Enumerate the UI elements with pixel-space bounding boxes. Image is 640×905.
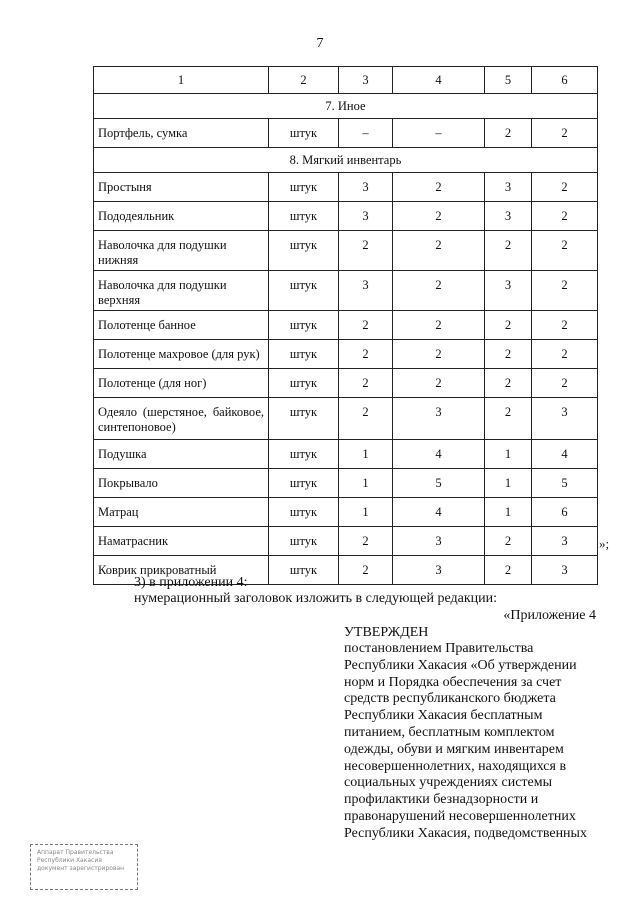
quantity-col-6-cell: 2	[532, 231, 598, 271]
quantity-col-5-cell: 2	[485, 527, 532, 556]
quantity-col-5-cell: 3	[485, 271, 532, 311]
quantity-col-4-cell: 5	[393, 469, 485, 498]
table-row	[94, 271, 598, 311]
unit-cell: штук	[269, 119, 339, 148]
item-name-cell: Коврик прикроватный	[94, 556, 269, 585]
item-name-cell: Простыня	[94, 173, 269, 202]
stamp-line: документ зарегистрирован	[37, 865, 125, 872]
amendment-item: 3) в приложении 4:	[134, 575, 248, 590]
quantity-col-6-cell: 2	[532, 202, 598, 231]
quantity-col-3-cell: 3	[339, 271, 393, 311]
quantity-col-3-cell: 1	[339, 498, 393, 527]
item-name-cell: Покрывало	[94, 469, 269, 498]
quantity-col-4-cell: 2	[393, 340, 485, 369]
unit-cell: штук	[269, 231, 339, 271]
header-col-6: 6	[532, 67, 598, 94]
unit-cell: штук	[269, 271, 339, 311]
quantity-col-6-cell: 2	[532, 119, 598, 148]
quantity-col-5-cell: 3	[485, 202, 532, 231]
table-row	[94, 202, 598, 231]
quantity-col-3-cell: 2	[339, 340, 393, 369]
item-name-cell: Портфель, сумка	[94, 119, 269, 148]
quantity-col-5-cell: 2	[485, 231, 532, 271]
registration-stamp	[30, 844, 138, 890]
quantity-col-3-cell: 2	[339, 311, 393, 340]
table-row	[94, 440, 598, 469]
quantity-col-4-cell: 2	[393, 369, 485, 398]
unit-cell: штук	[269, 340, 339, 369]
quantity-col-4-cell: 3	[393, 398, 485, 440]
norms-table	[93, 66, 598, 585]
section-7-title: 7. Иное	[94, 94, 598, 119]
quantity-col-3-cell: 2	[339, 398, 393, 440]
section-8-row	[94, 148, 598, 173]
unit-cell: штук	[269, 556, 339, 585]
item-name-cell: Матрац	[94, 498, 269, 527]
header-col-1: 1	[94, 67, 269, 94]
item-name-cell: Полотенце банное	[94, 311, 269, 340]
item-name-cell: Наволочка для подушки верхняя	[94, 271, 269, 311]
item-name-cell: Одеяло (шерстяное, байковое, синтепоновое)	[94, 398, 269, 440]
quantity-col-4-cell: 4	[393, 440, 485, 469]
approved-heading: УТВЕРЖДЕН	[344, 625, 429, 640]
quantity-col-4-cell: –	[393, 119, 485, 148]
stamp-line: Аппарат Правительства	[37, 849, 114, 856]
unit-cell: штук	[269, 311, 339, 340]
unit-cell: штук	[269, 202, 339, 231]
header-col-4: 4	[393, 67, 485, 94]
closing-quote-mark: »;	[599, 536, 610, 551]
quantity-col-3-cell: 1	[339, 469, 393, 498]
quantity-col-4-cell: 3	[393, 527, 485, 556]
unit-cell: штук	[269, 498, 339, 527]
quantity-col-6-cell: 3	[532, 398, 598, 440]
quantity-col-4-cell: 2	[393, 231, 485, 271]
header-col-2: 2	[269, 67, 339, 94]
quantity-col-4-cell: 2	[393, 202, 485, 231]
quantity-col-4-cell: 4	[393, 498, 485, 527]
header-col-5: 5	[485, 67, 532, 94]
item-name-cell: Наматрасник	[94, 527, 269, 556]
quantity-col-3-cell: –	[339, 119, 393, 148]
item-name-cell: Наволочка для подушки нижняя	[94, 231, 269, 271]
unit-cell: штук	[269, 398, 339, 440]
unit-cell: штук	[269, 369, 339, 398]
quantity-col-6-cell: 3	[532, 556, 598, 585]
quantity-col-6-cell: 2	[532, 311, 598, 340]
quantity-col-5-cell: 1	[485, 469, 532, 498]
norms-table-body	[94, 67, 598, 585]
appendix-title: «Приложение 4	[503, 608, 596, 623]
quantity-col-3-cell: 2	[339, 369, 393, 398]
quantity-col-3-cell: 2	[339, 231, 393, 271]
quantity-col-3-cell: 2	[339, 556, 393, 585]
quantity-col-4-cell: 2	[393, 311, 485, 340]
item-name-cell: Подушка	[94, 440, 269, 469]
page-number: 7	[316, 36, 324, 51]
quantity-col-5-cell: 2	[485, 311, 532, 340]
quantity-col-3-cell: 3	[339, 202, 393, 231]
section-7-row	[94, 94, 598, 119]
quantity-col-4-cell: 3	[393, 556, 485, 585]
unit-cell: штук	[269, 469, 339, 498]
quantity-col-6-cell: 2	[532, 271, 598, 311]
table-row	[94, 119, 598, 148]
quantity-col-3-cell: 2	[339, 527, 393, 556]
table-row	[94, 527, 598, 556]
table-row	[94, 398, 598, 440]
item-name-cell: Полотенце махровое (для рук)	[94, 340, 269, 369]
quantity-col-4-cell: 2	[393, 173, 485, 202]
quantity-col-5-cell: 2	[485, 119, 532, 148]
quantity-col-4-cell: 2	[393, 271, 485, 311]
quantity-col-5-cell: 2	[485, 556, 532, 585]
quantity-col-6-cell: 2	[532, 340, 598, 369]
approved-body: постановлением Правительства Республики Хакасия «Об утверждении норм и Порядка обеспечения за счет средств республиканского бюджета Республики Хакасия бесплатным питанием, бесплатным комплектом одежды, обуви и мягким инвентарем несовершеннолетних, находящихся в социальных учреждениях системы профилактики безнадзорности и правонарушений несовершеннолетних Республики Хакасия, подведомственных	[344, 641, 587, 841]
item-name-cell: Полотенце (для ног)	[94, 369, 269, 398]
table-row	[94, 469, 598, 498]
stamp-line: Республики Хакасия	[37, 857, 102, 864]
quantity-col-6-cell: 3	[532, 527, 598, 556]
quantity-col-6-cell: 6	[532, 498, 598, 527]
quantity-col-5-cell: 3	[485, 173, 532, 202]
quantity-col-5-cell: 2	[485, 340, 532, 369]
header-col-3: 3	[339, 67, 393, 94]
quantity-col-3-cell: 3	[339, 173, 393, 202]
table-row	[94, 231, 598, 271]
table-row	[94, 340, 598, 369]
quantity-col-6-cell: 4	[532, 440, 598, 469]
table-row	[94, 498, 598, 527]
unit-cell: штук	[269, 527, 339, 556]
quantity-col-5-cell: 2	[485, 398, 532, 440]
quantity-col-5-cell: 1	[485, 498, 532, 527]
table-row	[94, 311, 598, 340]
quantity-col-6-cell: 5	[532, 469, 598, 498]
quantity-col-5-cell: 1	[485, 440, 532, 469]
table-header-row	[94, 67, 598, 94]
section-8-title: 8. Мягкий инвентарь	[94, 148, 598, 173]
quantity-col-5-cell: 2	[485, 369, 532, 398]
unit-cell: штук	[269, 440, 339, 469]
quantity-col-6-cell: 2	[532, 173, 598, 202]
item-name-cell: Пододеяльник	[94, 202, 269, 231]
quantity-col-6-cell: 2	[532, 369, 598, 398]
quantity-col-3-cell: 1	[339, 440, 393, 469]
unit-cell: штук	[269, 173, 339, 202]
table-row	[94, 369, 598, 398]
table-row	[94, 173, 598, 202]
amendment-text: нумерационный заголовок изложить в следующей редакции:	[134, 591, 497, 606]
